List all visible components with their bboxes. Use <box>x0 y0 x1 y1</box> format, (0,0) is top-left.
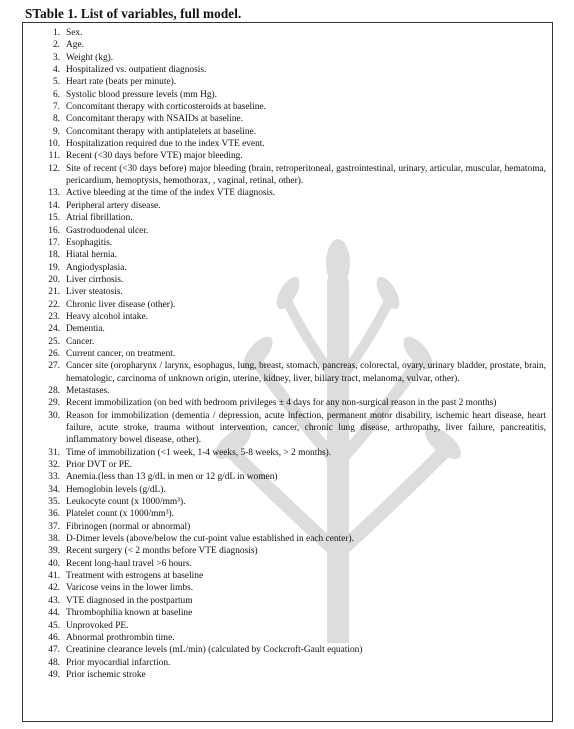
variable-text: Prior myocardial infarction. <box>66 657 171 668</box>
variable-text: Peripheral artery disease. <box>66 200 161 211</box>
variable-number: 36. <box>48 509 60 520</box>
variable-row <box>23 558 552 570</box>
variable-text: Weight (kg). <box>66 52 114 63</box>
variable-row <box>23 447 552 459</box>
variable-number: 35. <box>48 497 60 508</box>
variable-number: 46. <box>48 632 60 643</box>
variable-number: 33. <box>48 472 60 483</box>
variable-text: D-Dimer levels (above/below the cut-point value established in each center). <box>66 534 354 545</box>
table-title: STable 1. List of variables, full model. <box>25 6 242 21</box>
variable-number: 16. <box>48 225 60 236</box>
variable-number: 48. <box>48 657 60 668</box>
variable-number: 7. <box>52 102 60 113</box>
variable-text: Site of recent (<30 days before) major bleeding (brain, retroperitoneal, gastrointestinal, urinary, articular, muscular, hematoma, pericardium, hemoptysis, hemothorax, , vaginal, retinal, other). <box>66 163 546 187</box>
variable-number: 25. <box>48 336 60 347</box>
variable-number: 29. <box>48 398 60 409</box>
variable-number: 11. <box>48 151 60 162</box>
variable-text: Recent immobilization (on bed with bedroom privileges ± 4 days for any non-surgical reason in the past 2 months) <box>66 398 497 409</box>
variable-row <box>23 397 552 409</box>
variable-number: 14. <box>48 200 60 211</box>
variable-row <box>23 632 552 644</box>
variable-number: 20. <box>48 274 60 285</box>
variable-row <box>23 533 552 545</box>
variable-number: 40. <box>48 558 60 569</box>
variable-text: Leukocyte count (x 1000/mm³). <box>66 497 186 508</box>
variable-number: 21. <box>48 287 60 298</box>
variable-row <box>23 274 552 286</box>
variable-text: Varicose veins in the lower limbs. <box>66 583 194 594</box>
variable-number: 39. <box>48 546 60 557</box>
variable-text: Heavy alcohol intake. <box>66 311 148 322</box>
variable-text: Angiodysplasia. <box>66 262 127 273</box>
variable-row <box>23 336 552 348</box>
variable-row <box>23 607 552 619</box>
variable-row <box>23 200 552 212</box>
variable-row <box>23 113 552 125</box>
variable-text: Atrial fibrillation. <box>66 213 133 224</box>
variable-row <box>23 360 552 385</box>
variable-text: Concomitant therapy with antiplatelets at baseline. <box>66 126 257 137</box>
variable-number: 23. <box>48 311 60 322</box>
variable-text: Concomitant therapy with corticosteroids at baseline. <box>66 102 266 113</box>
variable-number: 3. <box>52 52 60 63</box>
variable-row <box>23 348 552 360</box>
variable-text: VTE diagnosed in the postpartum <box>66 595 193 606</box>
variable-text: Dementia. <box>66 324 105 335</box>
variable-text: Hospitalization required due to the index VTE event. <box>66 139 265 150</box>
variable-number: 13. <box>48 188 60 199</box>
variable-text: Recent surgery (< 2 months before VTE diagnosis) <box>66 546 258 557</box>
variable-number: 2. <box>52 40 60 51</box>
variable-text: Heart rate (beats per minute). <box>66 77 177 88</box>
variable-text: Liver steatosis. <box>66 287 123 298</box>
variable-text: Gastroduodenal ulcer. <box>66 225 149 236</box>
variable-text: Hiatal hernia. <box>66 250 118 261</box>
variable-number: 49. <box>48 669 60 680</box>
variable-row <box>23 311 552 323</box>
variables-table <box>22 22 553 722</box>
variable-row <box>23 521 552 533</box>
variable-number: 4. <box>52 65 60 76</box>
variable-text: Age. <box>66 40 84 51</box>
variable-number: 27. <box>48 361 60 372</box>
variable-text: Unprovoked PE. <box>66 620 129 631</box>
variable-row <box>23 101 552 113</box>
variable-number: 28. <box>48 385 60 396</box>
variable-number: 30. <box>48 410 60 421</box>
variable-row <box>23 187 552 199</box>
variable-row <box>23 212 552 224</box>
variable-number: 44. <box>48 608 60 619</box>
variable-number: 45. <box>48 620 60 631</box>
variable-text: Reason for immobilization (dementia / depression, acute infection, permanent motor disability, ischemic heart disease, heart failure, acute stroke, trauma without intervention, cancer, chronic lung disease, arthropathy, liver failure, pancreatitis, inflammatory bowel disease, other). <box>66 410 546 446</box>
variable-text: Fibrinogen (normal or abnormal) <box>66 521 191 532</box>
variable-text: Esophagitis. <box>66 237 113 248</box>
variable-number: 19. <box>48 262 60 273</box>
variable-number: 37. <box>48 521 60 532</box>
variable-text: Metastases. <box>66 385 110 396</box>
variable-number: 10. <box>48 139 60 150</box>
variable-text: Cancer site (oropharynx / larynx, esophagus, lung, breast, stomach, pancreas, colorectal, ovary, urinary bladder, prostate, brain, hematologic, carcinoma of unknown origin, uterine, kidney, liver, biliary tract, melanoma, vulvar, other). <box>66 361 546 384</box>
variable-number: 47. <box>48 645 60 656</box>
variable-number: 31. <box>48 447 60 458</box>
variable-row <box>23 471 552 483</box>
variable-row <box>23 27 552 39</box>
variable-row <box>23 570 552 582</box>
variable-text: Sex. <box>66 28 83 38</box>
variable-row <box>23 76 552 88</box>
variable-row <box>23 64 552 76</box>
variable-row <box>23 657 552 669</box>
variable-row <box>23 249 552 261</box>
variable-number: 26. <box>48 348 60 359</box>
variable-row <box>23 410 552 447</box>
variable-row <box>23 262 552 274</box>
variable-text: Systolic blood pressure levels (mm Hg). <box>66 89 218 100</box>
variable-row <box>23 225 552 237</box>
variable-row <box>23 545 552 557</box>
variable-number: 38. <box>48 534 60 545</box>
variable-text: Creatinine clearance levels (mL/min) (calculated by Cockcroft-Gault equation) <box>66 645 363 656</box>
variable-number: 8. <box>52 114 60 125</box>
variable-text: Chronic liver disease (other). <box>66 299 176 310</box>
variable-row <box>23 39 552 51</box>
variable-number: 17. <box>48 237 60 248</box>
variable-number: 42. <box>48 583 60 594</box>
variable-row <box>23 286 552 298</box>
variable-text: Recent (<30 days before VTE) major bleeding. <box>66 151 243 162</box>
variable-row <box>23 89 552 101</box>
variable-row <box>23 620 552 632</box>
variable-number: 32. <box>48 460 60 471</box>
variable-row <box>23 150 552 162</box>
variable-number: 5. <box>52 77 60 88</box>
variable-text: Abnormal prothrombin time. <box>66 632 175 643</box>
variable-number: 9. <box>52 126 60 137</box>
variable-number: 22. <box>48 299 60 310</box>
variable-row <box>23 126 552 138</box>
variable-text: Time of immobilization (<1 week, 1-4 weeks, 5-8 weeks, > 2 months). <box>66 447 332 458</box>
variable-text: Hospitalized vs. outpatient diagnosis. <box>66 65 207 76</box>
variable-row <box>23 669 552 681</box>
variable-number: 41. <box>48 571 60 582</box>
variable-text: Active bleeding at the time of the index VTE diagnosis. <box>66 188 276 199</box>
variable-row <box>23 644 552 656</box>
variable-row <box>23 163 552 188</box>
variable-row <box>23 484 552 496</box>
variable-text: Anemia.(less than 13 g/dL in men or 12 g/dL in women) <box>66 472 278 483</box>
variable-row <box>23 582 552 594</box>
variable-row <box>23 385 552 397</box>
variable-text: Recent long-haul travel >6 hours. <box>66 558 192 569</box>
variable-number: 18. <box>48 250 60 261</box>
variable-text: Platelet count (x 1000/mm³). <box>66 509 175 520</box>
variable-number: 1. <box>52 28 60 38</box>
variable-number: 24. <box>48 324 60 335</box>
variable-row <box>23 299 552 311</box>
variable-text: Treatment with estrogens at baseline <box>66 571 204 582</box>
variable-row <box>23 459 552 471</box>
variable-text: Prior DVT or PE. <box>66 460 132 471</box>
variable-text: Prior ischemic stroke <box>66 669 146 680</box>
variables-list <box>23 23 552 681</box>
variable-row <box>23 595 552 607</box>
variable-row <box>23 52 552 64</box>
variable-number: 12. <box>48 163 60 174</box>
variable-row <box>23 323 552 335</box>
variable-text: Liver cirrhosis. <box>66 274 124 285</box>
variable-number: 43. <box>48 595 60 606</box>
variable-text: Current cancer, on treatment. <box>66 348 176 359</box>
variable-text: Concomitant therapy with NSAIDs at baseline. <box>66 114 244 125</box>
variable-row <box>23 496 552 508</box>
variable-row <box>23 138 552 150</box>
variable-number: 15. <box>48 213 60 224</box>
variable-row <box>23 508 552 520</box>
variable-number: 34. <box>48 484 60 495</box>
variable-text: Cancer. <box>66 336 95 347</box>
variable-number: 6. <box>52 89 60 100</box>
variable-text: Hemoglobin levels (g/dL). <box>66 484 166 495</box>
variable-row <box>23 237 552 249</box>
variable-text: Thrombophilia known at baseline <box>66 608 193 619</box>
